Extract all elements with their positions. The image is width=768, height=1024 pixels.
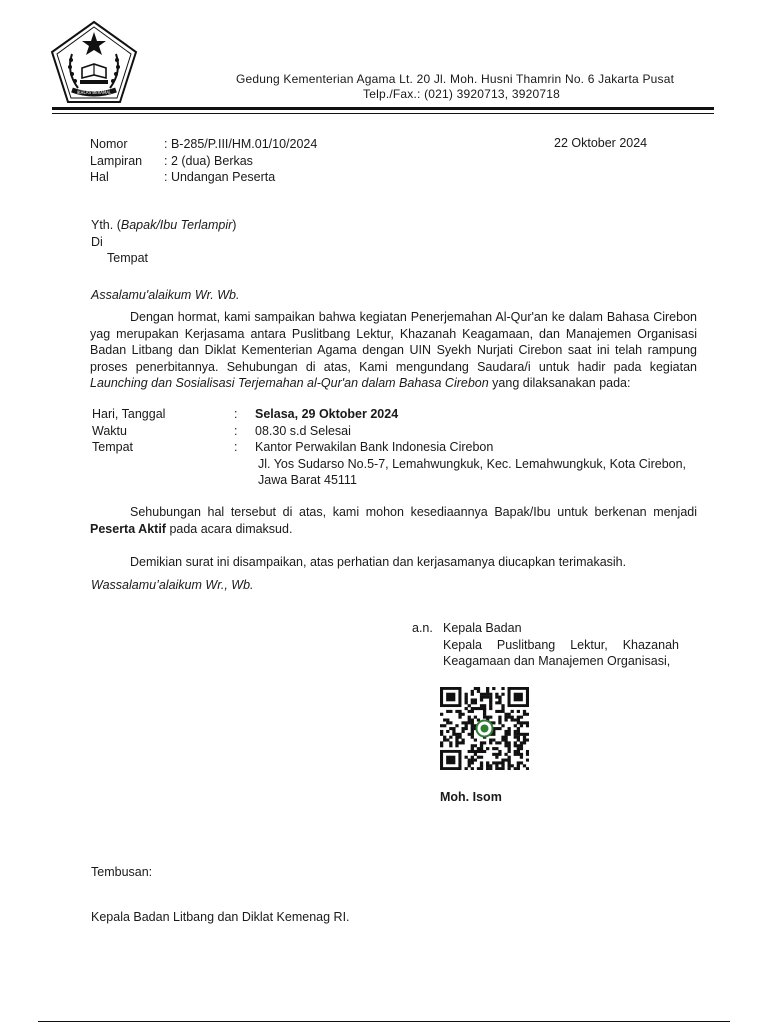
p1-text: Dengan hormat, kami sampaikan bahwa kegiatan Penerjemahan Al-Qur'an ke dalam Bahasa Cirebon yag merupakan Kerjasama antara Puslitbang Lektur, Khazanah Keagamaan, dan Manajemen Organisasi Badan Litbang dan Diklat Kementerian Agama dengan UIN Syekh Nurjati Cirebon saat ini telah rampung proses penerbitannya. Sehubungan di atas, Kami mengundang Saudara/i untuk hadir pada kegiatan (90, 310, 697, 374)
detail-value: 08.30 s.d Selesai (255, 423, 351, 438)
signature-position: Kepala Puslitbang Lektur, Khazanah Keagamaan dan Manajemen Organisasi, (443, 637, 679, 668)
recipient-yth-prefix: Yth. ( (91, 218, 121, 232)
recipient-name: Bapak/Ibu Terlampir (120, 218, 233, 232)
letterhead-phone: Telp./Fax.: (021) 3920713, 3920718 (363, 87, 560, 101)
detail-time (92, 423, 686, 440)
detail-place (92, 439, 686, 456)
closing-salutation: Wassalamu’alaikum Wr., Wb. (91, 578, 254, 592)
recipient-tempat: Tempat (107, 251, 148, 265)
meta-value: : 2 (dua) Berkas (164, 153, 253, 168)
signer-name: Moh. Isom (440, 790, 502, 804)
p2-start: Sehubungan hal tersebut di atas, kami mohon kesediaannya Bapak/Ibu untuk berkenan menjadi (130, 505, 697, 519)
event-details (92, 406, 686, 489)
p2-bold: Peserta Aktif (90, 521, 166, 536)
p2-end: pada acara dimaksud. (165, 521, 293, 536)
letter-meta (90, 136, 317, 186)
greeting: Assalamu'alaikum Wr. Wb. (91, 288, 240, 302)
letterhead-rule-thin (52, 113, 714, 114)
meta-nomor (90, 136, 317, 153)
detail-label: Tempat (92, 440, 133, 454)
signature-kepala-badan: Kepala Badan (443, 621, 522, 635)
p1-event-title: Launching dan Sosialisasi Terjemahan al-Qur'an dalam Bahasa Cirebon (90, 376, 489, 390)
recipient-block (91, 217, 236, 267)
detail-label: Hari, Tanggal (92, 407, 166, 421)
logo-motto-text: IKHLAS BERAMAL (76, 90, 112, 95)
meta-hal (90, 169, 317, 186)
ministry-emblem-logo (50, 20, 138, 104)
letter-date: 22 Oktober 2024 (554, 136, 648, 150)
letterhead-address: Gedung Kementerian Agama Lt. 20 Jl. Moh. Husni Thamrin No. 6 Jakarta Pusat (236, 72, 675, 86)
signature-block (412, 620, 679, 670)
qr-code-signature (440, 687, 529, 770)
signature-an: a.n. (412, 621, 433, 635)
body-paragraph-1 (90, 309, 697, 392)
meta-lampiran (90, 153, 317, 170)
recipient-yth-close: ) (232, 218, 237, 232)
recipient-di: Di (91, 234, 103, 249)
signature-header (412, 620, 679, 637)
p3-text: Demikian surat ini disampaikan, atas perhatian dan kerjasamanya diucapkan terimakasih. (130, 555, 627, 569)
detail-place-line2: Jl. Yos Sudarso No.5-7, Lemahwungkuk, Kec. Lemahwungkuk, Kota Cirebon, (258, 456, 687, 471)
cc-item: Kepala Badan Litbang dan Diklat Kemenag RI. (91, 910, 350, 924)
detail-label: Waktu (92, 423, 127, 438)
letterhead-rule-thick (52, 107, 714, 110)
cc-label: Tembusan: (91, 865, 153, 879)
p1-end: yang dilaksanakan pada: (488, 376, 631, 390)
recipient-yth (91, 217, 236, 234)
footer-rule (38, 1021, 730, 1022)
detail-colon: : (234, 407, 238, 421)
meta-value: : Undangan Peserta (164, 170, 276, 184)
meta-label: Hal (90, 170, 109, 184)
detail-value: Selasa, 29 Oktober 2024 (255, 407, 399, 421)
body-paragraph-2 (90, 504, 697, 537)
meta-label: Nomor (90, 137, 128, 151)
meta-value: : B-285/P.III/HM.01/10/2024 (164, 137, 318, 151)
detail-colon: : (234, 423, 238, 438)
meta-label: Lampiran (90, 153, 143, 168)
detail-value: Kantor Perwakilan Bank Indonesia Cirebon (255, 440, 494, 454)
detail-colon: : (234, 440, 238, 454)
detail-place-line3: Jawa Barat 45111 (258, 473, 357, 487)
body-paragraph-3 (90, 554, 697, 571)
signature-position-row (412, 637, 679, 670)
detail-day (92, 406, 686, 423)
